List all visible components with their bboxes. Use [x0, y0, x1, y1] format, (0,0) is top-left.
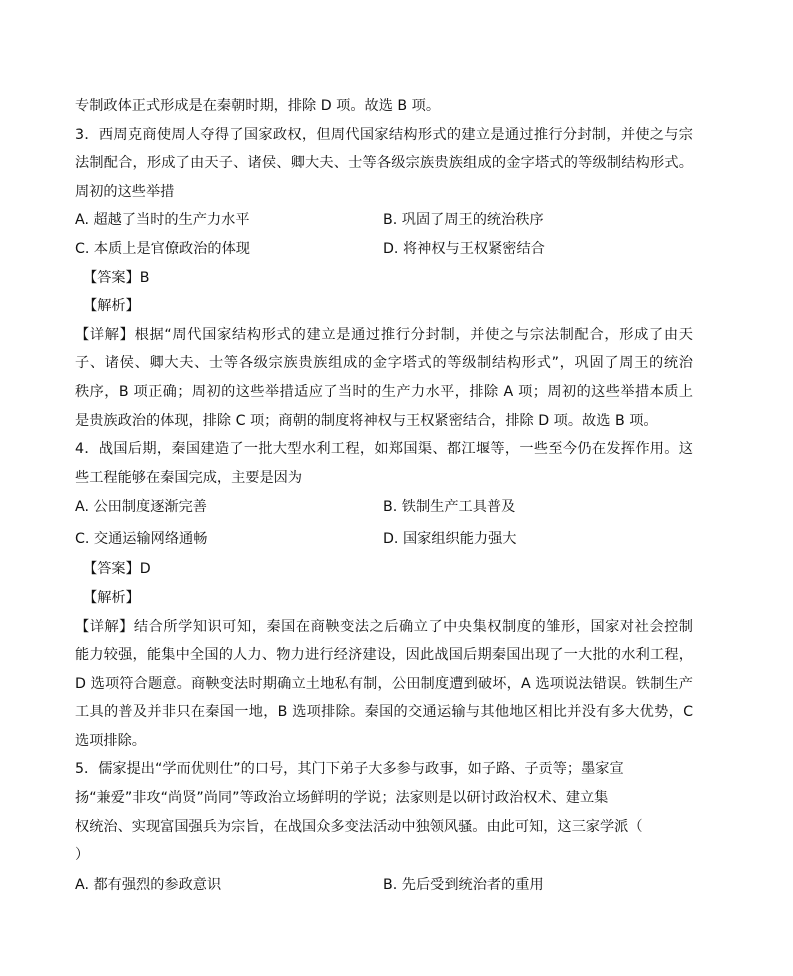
text-line: 专制政体正式形成是在秦朝时期，排除 D 项。故选 B 项。 [75, 98, 441, 114]
question-4-answer: 【答案】D [83, 561, 151, 578]
question-4-options-row-2 [75, 524, 693, 556]
question-5-stem-line-4: ） [75, 847, 90, 864]
option-a: A. 超越了当时的生产力水平 [75, 212, 250, 229]
option-d: D. 国家组织能力强大 [383, 530, 517, 547]
question-4-detail-line-1: 【详解】结合所学知识可知，秦国在商鞅变法之后确立了中央集权制度的雏形，国家对社会控制 [75, 618, 693, 635]
option-a: A. 公田制度逐渐完善 [75, 499, 207, 516]
question-3-analysis-label: 【解析】 [83, 298, 140, 315]
question-3-stem-line-3: 周初的这些举措 [75, 183, 175, 200]
question-3-stem-line-1: 3．西周克商使周人夺得了国家政权，但周代国家结构形式的建立是通过推行分封制，并使之与宗 [75, 126, 693, 143]
question-3-options-row-2 [75, 235, 693, 264]
question-4-options-row-1 [75, 492, 693, 524]
question-4-detail-line-5: 选项排除。 [75, 732, 146, 749]
question-3-detail-line-3: 秩序，B 项正确；周初的这些举措适应了当时的生产力水平，排除 A 项；周初的这些举措本质上 [75, 383, 693, 400]
question-4-detail-line-2: 能力较强，能集中全国的人力、物力进行经济建设，因此战国后期秦国出现了一大批的水利工程， [75, 647, 693, 664]
question-4-stem-line-2: 些工程能够在秦国完成，主要是因为 [75, 469, 303, 486]
option-c: C. 本质上是官僚政治的体现 [75, 240, 250, 257]
question-4-stem-line-1: 4．战国后期，秦国建造了一批大型水利工程，如郑国渠、都江堰等，一些至今仍在发挥作用。这 [75, 441, 693, 458]
option-b: B. 先后受到统治者的重用 [383, 876, 544, 893]
option-b: B. 铁制生产工具普及 [383, 499, 516, 516]
question-4-detail-line-3: D 选项符合题意。商鞅变法时期确立土地私有制，公田制度遭到破坏，A 选项说法错误。铁制生产 [75, 675, 693, 692]
question-3-answer: 【答案】B [83, 269, 150, 286]
question-3-detail-line-4: 是贵族政治的体现，排除 C 项；商朝的制度将神权与王权紧密结合，排除 D 项。故选 B 项。 [75, 412, 658, 429]
question-3-detail-line-2: 子、诸侯、卿大夫、士等各级宗族贵族组成的金字塔式的等级制结构形式”，巩固了周王的统治 [75, 355, 693, 372]
option-c: C. 交通运输网络通畅 [75, 530, 208, 547]
question-5-stem-line-1: 5．儒家提出“学而优则仕”的口号，其门下弟子大多参与政事，如子路、子贡等；墨家宣 [75, 761, 624, 778]
option-d: D. 将神权与王权紧密结合 [383, 240, 545, 257]
question-4-detail-line-4: 工具的普及并非只在秦国一地，B 选项排除。秦国的交通运输与其他地区相比并没有多大优势，C [75, 704, 693, 721]
question-4-analysis-label: 【解析】 [83, 589, 140, 606]
question-3-stem-line-2: 法制配合，形成了由天子、诸侯、卿大夫、士等各级宗族贵族组成的金字塔式的等级制结构形式。 [75, 155, 693, 172]
question-3-detail-line-1: 【详解】根据“周代国家结构形式的建立是通过推行分封制，并使之与宗法制配合，形成了由天 [75, 326, 693, 343]
question-5-stem-line-2: 扬“兼爱”非攻“尚贤”尚同”等政治立场鲜明的学说；法家则是以研讨政治权术、建立集 [75, 790, 609, 807]
question-5-stem-line-3: 权统治、实现富国强兵为宗旨，在战国众多变法活动中独领风骚。由此可知，这三家学派（ [75, 818, 643, 835]
option-a: A. 都有强烈的参政意识 [75, 876, 222, 893]
question-3-options-row-1 [75, 206, 693, 235]
question-5-options-row-1 [75, 870, 693, 902]
option-b: B. 巩固了周王的统治秩序 [383, 212, 544, 229]
